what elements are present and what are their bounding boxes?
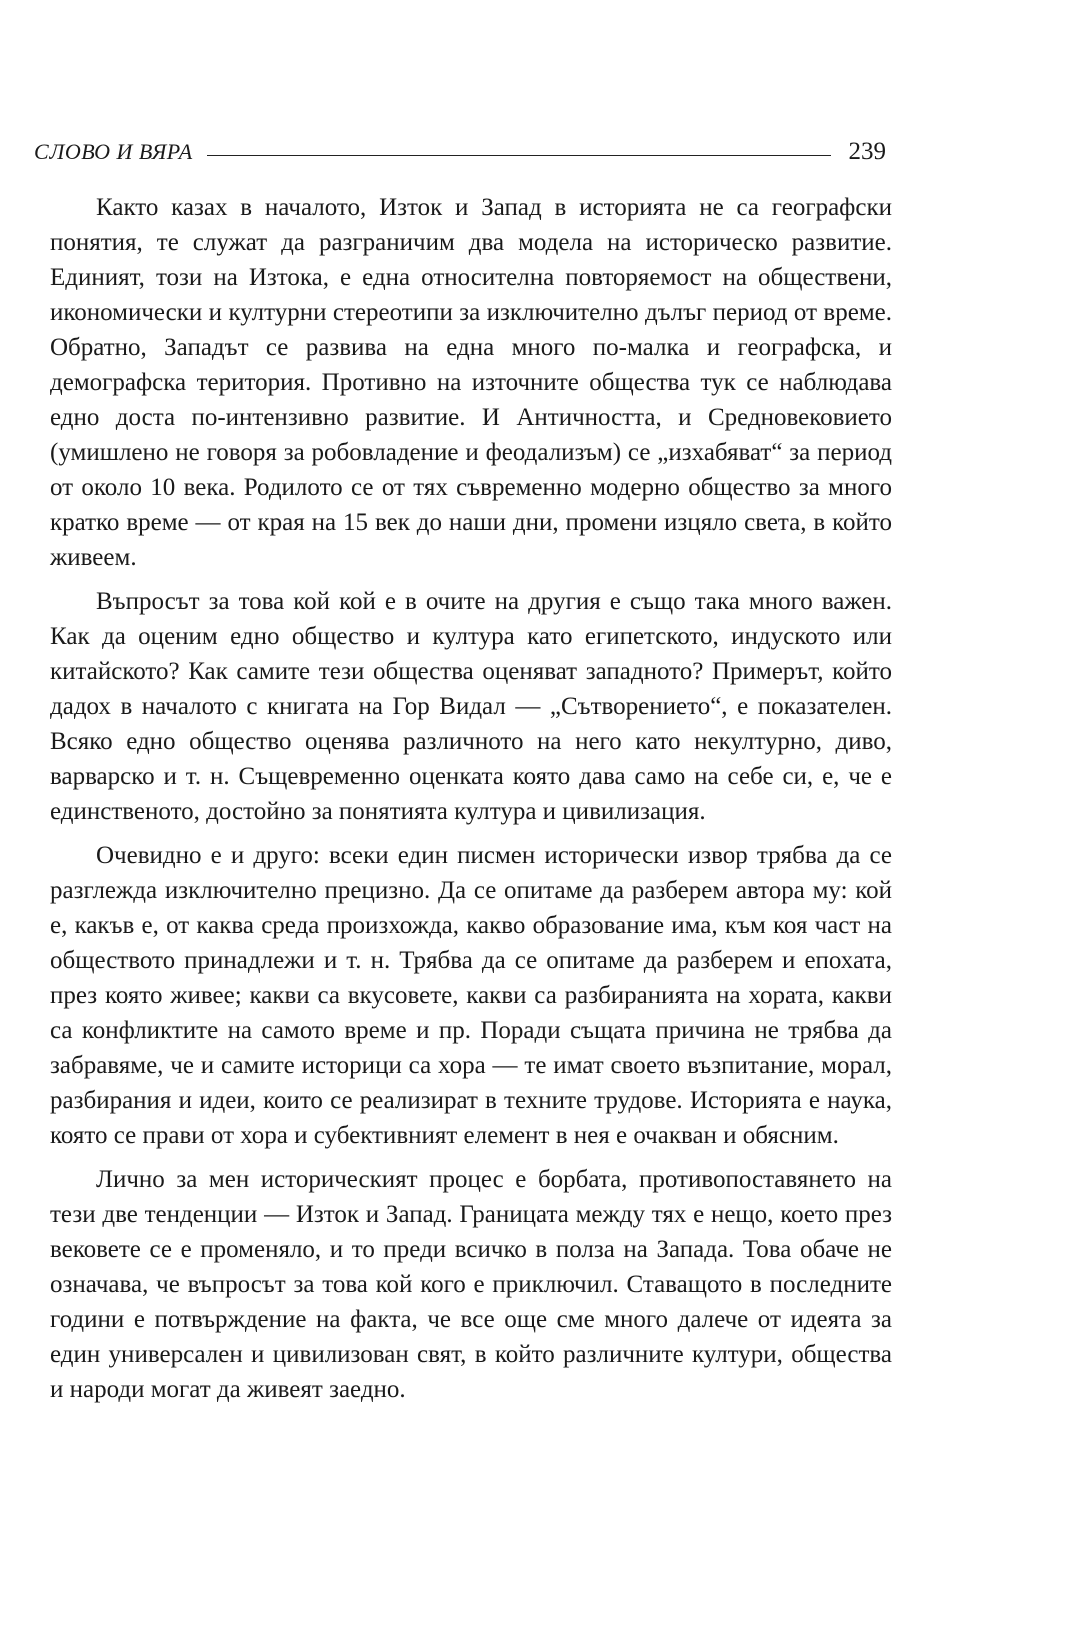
paragraph: Както казах в началото, Изток и Запад в историята не са географски понятия, те служат да разграничим два модела на историческо развитие. Единият, този на Изтока, е една относителна повторяемост на обществени, икономически и културни стереотипи за изключително дълъг период от време. Обратно, Западът се развива на една много по-малка и географска, и демографска територия. Противно на източните общества тук се наблюдава едно доста по-интензивно развитие. И Античността, и Средновековието (умишлено не говоря за робовладение и феодализъм) се „изхабяват“ за период от около 10 века. Родилото се от тях съвременно модерно общество за много кратко време — от края на 15 век до наши дни, промени изцяло света, в който живеем. xyxy=(50,194,892,571)
paragraph: Въпросът за това кой кой е в очите на другия е също така много важен. Как да оценим едно общество и култура като египетското, индуското или китайското? Как самите тези общества оценяват западното? Примерът, който дадох в началото с книгата на Гор Видал — „Сътворението“, е показателен. Всяко едно общество оценява различното на него като некултурно, диво, варварско и т. н. Същевременно оценката която дава само на себе си, е, че е единственото, достойно за понятията култура и цивилизация. xyxy=(50,588,892,825)
running-title: СЛОВО И ВЯРА xyxy=(34,139,193,164)
running-header xyxy=(34,132,886,172)
paragraph: Очевидно е и друго: всеки един писмен исторически извор трябва да се разглежда изключително прецизно. Да се опитаме да разберем автора му: кой е, какъв е, от каква среда произхожда, какво образование има, към коя част на обществото принадлежи и т. н. Трябва да се опитаме да разберем и епохата, през която живее; какви са вкусовете, какви са разбиранията на хората, какви са конфликтите на самото време и пр. Поради същата причина не трябва да забравяме, че и самите историци са хора — те имат своето възпитание, морал, разбирания и идеи, които се реализират в техните трудове. Историята е наука, която се прави от хора и субективният елемент в нея е очакван и обясним. xyxy=(50,842,892,1149)
header-rule xyxy=(207,155,831,156)
body-text xyxy=(50,190,892,1416)
paragraph: Лично за мен историческият процес е борбата, противопоставянето на тези две тенденции — Изток и Запад. Границата между тях е нещо, което през вековете се е променяло, и то преди всичко в полза на Запада. Това обаче не означава, че въпросът за това кой кого е приключил. Ставащото в последните години е потвърждение на факта, че все още сме много далече от идеята за един универсален и цивилизован свят, в който различните култури, общества и народи могат да живеят заедно. xyxy=(50,1166,892,1403)
page-number: 239 xyxy=(848,138,886,165)
